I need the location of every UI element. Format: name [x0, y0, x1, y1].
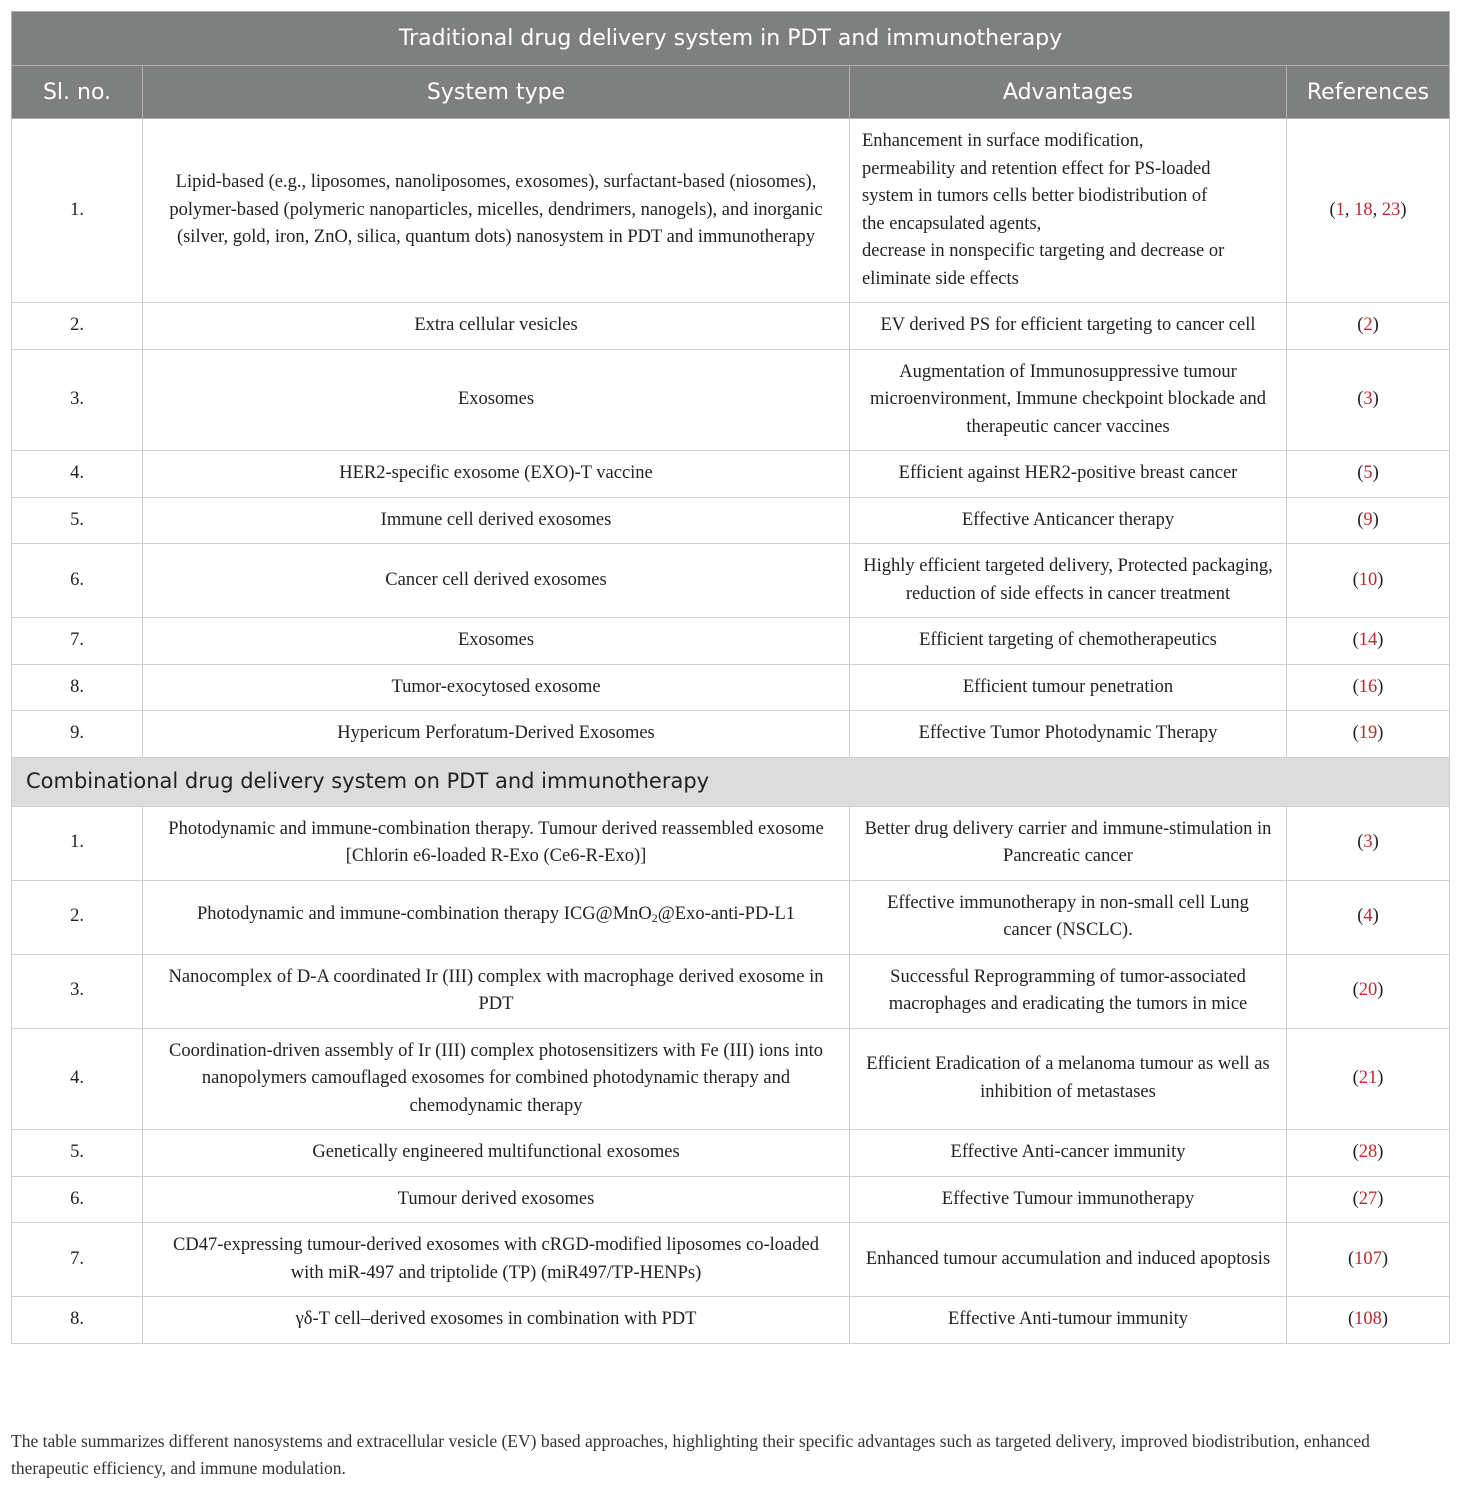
system-type-cell: CD47-expressing tumour-derived exosomes with cRGD-modified liposomes co-loaded with miR-497 and triptolide (TP) (miR497/TP-HENPs) — [143, 1223, 850, 1297]
system-type-text: @Exo-anti-PD-L1 — [657, 904, 796, 925]
serial-number-cell: 6. — [12, 1176, 143, 1223]
serial-number-cell: 3. — [12, 954, 143, 1028]
serial-number-cell: 6. — [12, 544, 143, 618]
reference-link[interactable]: 2 — [1363, 315, 1373, 335]
reference-link[interactable]: 16 — [1358, 676, 1378, 697]
serial-number-cell: 8. — [12, 664, 143, 711]
advantages-cell: Better drug delivery carrier and immune-stimulation in Pancreatic cancer — [850, 806, 1287, 880]
references-cell: (3) — [1287, 349, 1450, 451]
system-type-cell: Tumour derived exosomes — [143, 1176, 850, 1223]
serial-number-cell: 1. — [12, 806, 143, 880]
serial-number-cell: 4. — [12, 1028, 143, 1130]
table-row — [12, 664, 1450, 711]
column-header-system-type: System type — [143, 66, 850, 119]
reference-link[interactable]: 27 — [1358, 1188, 1378, 1209]
serial-number-cell: 8. — [12, 1297, 143, 1344]
advantages-cell: Successful Reprogramming of tumor-associated macrophages and eradicating the tumors in mice — [850, 954, 1287, 1028]
serial-number-cell: 5. — [12, 497, 143, 544]
reference-link[interactable]: 19 — [1358, 723, 1378, 743]
reference-link[interactable]: 5 — [1363, 463, 1373, 483]
references-cell: (20) — [1287, 954, 1450, 1028]
serial-number-cell: 1. — [12, 119, 143, 303]
system-type-cell: Exosomes — [143, 349, 850, 451]
reference-link[interactable]: 28 — [1358, 1142, 1378, 1162]
advantages-cell: Effective Anticancer therapy — [850, 497, 1287, 544]
references-cell: (5) — [1287, 451, 1450, 498]
references-cell: (2) — [1287, 303, 1450, 350]
table-row — [12, 1223, 1450, 1297]
table-container — [11, 11, 1449, 1344]
table-row — [12, 349, 1450, 451]
reference-link[interactable]: 14 — [1358, 630, 1378, 650]
advantages-cell: Efficient against HER2-positive breast cancer — [850, 451, 1287, 498]
references-cell: (16) — [1287, 664, 1450, 711]
references-cell: (27) — [1287, 1176, 1450, 1223]
references-cell: (3) — [1287, 806, 1450, 880]
advantages-line: Enhancement in surface modification, — [862, 131, 1144, 151]
reference-link[interactable]: 20 — [1358, 980, 1378, 1001]
advantages-cell: Effective Anti-cancer immunity — [850, 1130, 1287, 1177]
advantages-line: decrease in nonspecific targeting and decrease or — [862, 241, 1225, 261]
system-type-text: Photodynamic and immune-combination therapy ICG@MnO — [196, 904, 652, 925]
reference-link[interactable]: 10 — [1358, 569, 1378, 590]
system-type-cell: Genetically engineered multifunctional exosomes — [143, 1130, 850, 1177]
references-cell: (19) — [1287, 711, 1450, 758]
references-cell: (28) — [1287, 1130, 1450, 1177]
advantages-cell: Effective Anti-tumour immunity — [850, 1297, 1287, 1344]
advantages-cell: Efficient tumour penetration — [850, 664, 1287, 711]
advantages-line: eliminate side effects — [862, 268, 1019, 289]
advantages-line: system in tumors cells better biodistribution of — [862, 186, 1208, 206]
system-type-cell: Nanocomplex of D-A coordinated Ir (III) complex with macrophage derived exosome in PDT — [143, 954, 850, 1028]
system-type-cell: Coordination-driven assembly of Ir (III) complex photosensitizers with Fe (III) ions into nanopolymers camouflaged exosomes for combined photodynamic therapy and chemodynamic therapy — [143, 1028, 850, 1130]
reference-link[interactable]: 21 — [1358, 1068, 1378, 1088]
column-header-references: References — [1287, 66, 1450, 119]
serial-number-cell: 7. — [12, 618, 143, 665]
table-row — [12, 1176, 1450, 1223]
advantages-cell: Efficient Eradication of a melanoma tumour as well as inhibition of metastases — [850, 1028, 1287, 1130]
advantages-cell: Effective immunotherapy in non-small cell Lung cancer (NSCLC). — [850, 880, 1287, 954]
system-type-cell: Extra cellular vesicles — [143, 303, 850, 350]
references-cell: (107) — [1287, 1223, 1450, 1297]
table-title: Traditional drug delivery system in PDT and immunotherapy — [12, 12, 1450, 66]
table-row — [12, 1028, 1450, 1130]
references-cell: (21) — [1287, 1028, 1450, 1130]
table-row — [12, 1130, 1450, 1177]
system-type-cell: Cancer cell derived exosomes — [143, 544, 850, 618]
reference-link[interactable]: 108 — [1354, 1309, 1382, 1329]
serial-number-cell: 4. — [12, 451, 143, 498]
advantages-cell: Efficient targeting of chemotherapeutics — [850, 618, 1287, 665]
system-type-cell: γδ-T cell–derived exosomes in combination with PDT — [143, 1297, 850, 1344]
table-row — [12, 497, 1450, 544]
reference-link[interactable]: 23 — [1381, 199, 1401, 220]
advantages-cell — [850, 119, 1287, 303]
system-type-cell: Hypericum Perforatum-Derived Exosomes — [143, 711, 850, 758]
table-row — [12, 303, 1450, 350]
serial-number-cell: 5. — [12, 1130, 143, 1177]
advantages-cell: Augmentation of Immunosuppressive tumour microenvironment, Immune checkpoint blockade and therapeutic cancer vaccines — [850, 349, 1287, 451]
references-cell: (1, 18, 23) — [1287, 119, 1450, 303]
advantages-line: the encapsulated agents, — [862, 213, 1042, 234]
reference-link[interactable]: 1 — [1335, 199, 1345, 220]
drug-delivery-table — [11, 11, 1450, 1344]
reference-link[interactable]: 18 — [1354, 199, 1373, 220]
system-type-cell: Photodynamic and immune-combination therapy. Tumour derived reassembled exosome [Chlorin e6-loaded R-Exo (Ce6-R-Exo)] — [143, 806, 850, 880]
serial-number-cell: 2. — [12, 880, 143, 954]
serial-number-cell: 9. — [12, 711, 143, 758]
system-type-cell: Immune cell derived exosomes — [143, 497, 850, 544]
column-header-sl-no: Sl. no. — [12, 66, 143, 119]
serial-number-cell: 3. — [12, 349, 143, 451]
references-cell: (9) — [1287, 497, 1450, 544]
advantages-cell: Effective Tumour immunotherapy — [850, 1176, 1287, 1223]
references-cell: (14) — [1287, 618, 1450, 665]
serial-number-cell: 7. — [12, 1223, 143, 1297]
reference-link[interactable]: 4 — [1363, 906, 1373, 927]
table-row — [12, 711, 1450, 758]
references-cell: (108) — [1287, 1297, 1450, 1344]
reference-link[interactable]: 107 — [1354, 1248, 1382, 1269]
subscript: 2 — [651, 911, 658, 926]
reference-link[interactable]: 9 — [1363, 509, 1373, 530]
advantages-cell: Enhanced tumour accumulation and induced apoptosis — [850, 1223, 1287, 1297]
section-heading-row — [12, 757, 1450, 806]
advantages-line: permeability and retention effect for PS-loaded — [862, 158, 1211, 179]
section-heading: Combinational drug delivery system on PDT and immunotherapy — [12, 757, 1450, 806]
table-row — [12, 544, 1450, 618]
table-row — [12, 1297, 1450, 1344]
table-row — [12, 618, 1450, 665]
references-cell: (4) — [1287, 880, 1450, 954]
table-caption: The table summarizes different nanosystems and extracellular vesicle (EV) based approaches, highlighting their specific advantages such as targeted delivery, improved biodistribution, enhanced therapeutic efficiency, and immune modulation. — [11, 1431, 1370, 1478]
reference-link[interactable]: 3 — [1363, 832, 1373, 853]
advantages-cell: EV derived PS for efficient targeting to cancer cell — [850, 303, 1287, 350]
table-row — [12, 954, 1450, 1028]
table-row — [12, 119, 1450, 303]
system-type-cell: Lipid-based (e.g., liposomes, nanoliposomes, exosomes), surfactant-based (niosomes), polymer-based (polymeric nanoparticles, micelles, dendrimers, nanogels), and inorganic (silver, gold, iron, ZnO, silica, quantum dots) nanosystem in PDT and immunotherapy — [143, 119, 850, 303]
references-cell: (10) — [1287, 544, 1450, 618]
system-type-cell: HER2-specific exosome (EXO)-T vaccine — [143, 451, 850, 498]
table-row — [12, 806, 1450, 880]
table-body — [12, 119, 1450, 1344]
serial-number-cell: 2. — [12, 303, 143, 350]
system-type-cell: Exosomes — [143, 618, 850, 665]
reference-link[interactable]: 3 — [1363, 389, 1373, 409]
advantages-cell: Effective Tumor Photodynamic Therapy — [850, 711, 1287, 758]
column-header-advantages: Advantages — [850, 66, 1287, 119]
table-row — [12, 451, 1450, 498]
table-row — [12, 880, 1450, 954]
advantages-cell: Highly efficient targeted delivery, Protected packaging, reduction of side effects in cancer treatment — [850, 544, 1287, 618]
system-type-cell: Tumor-exocytosed exosome — [143, 664, 850, 711]
system-type-cell — [143, 880, 850, 954]
